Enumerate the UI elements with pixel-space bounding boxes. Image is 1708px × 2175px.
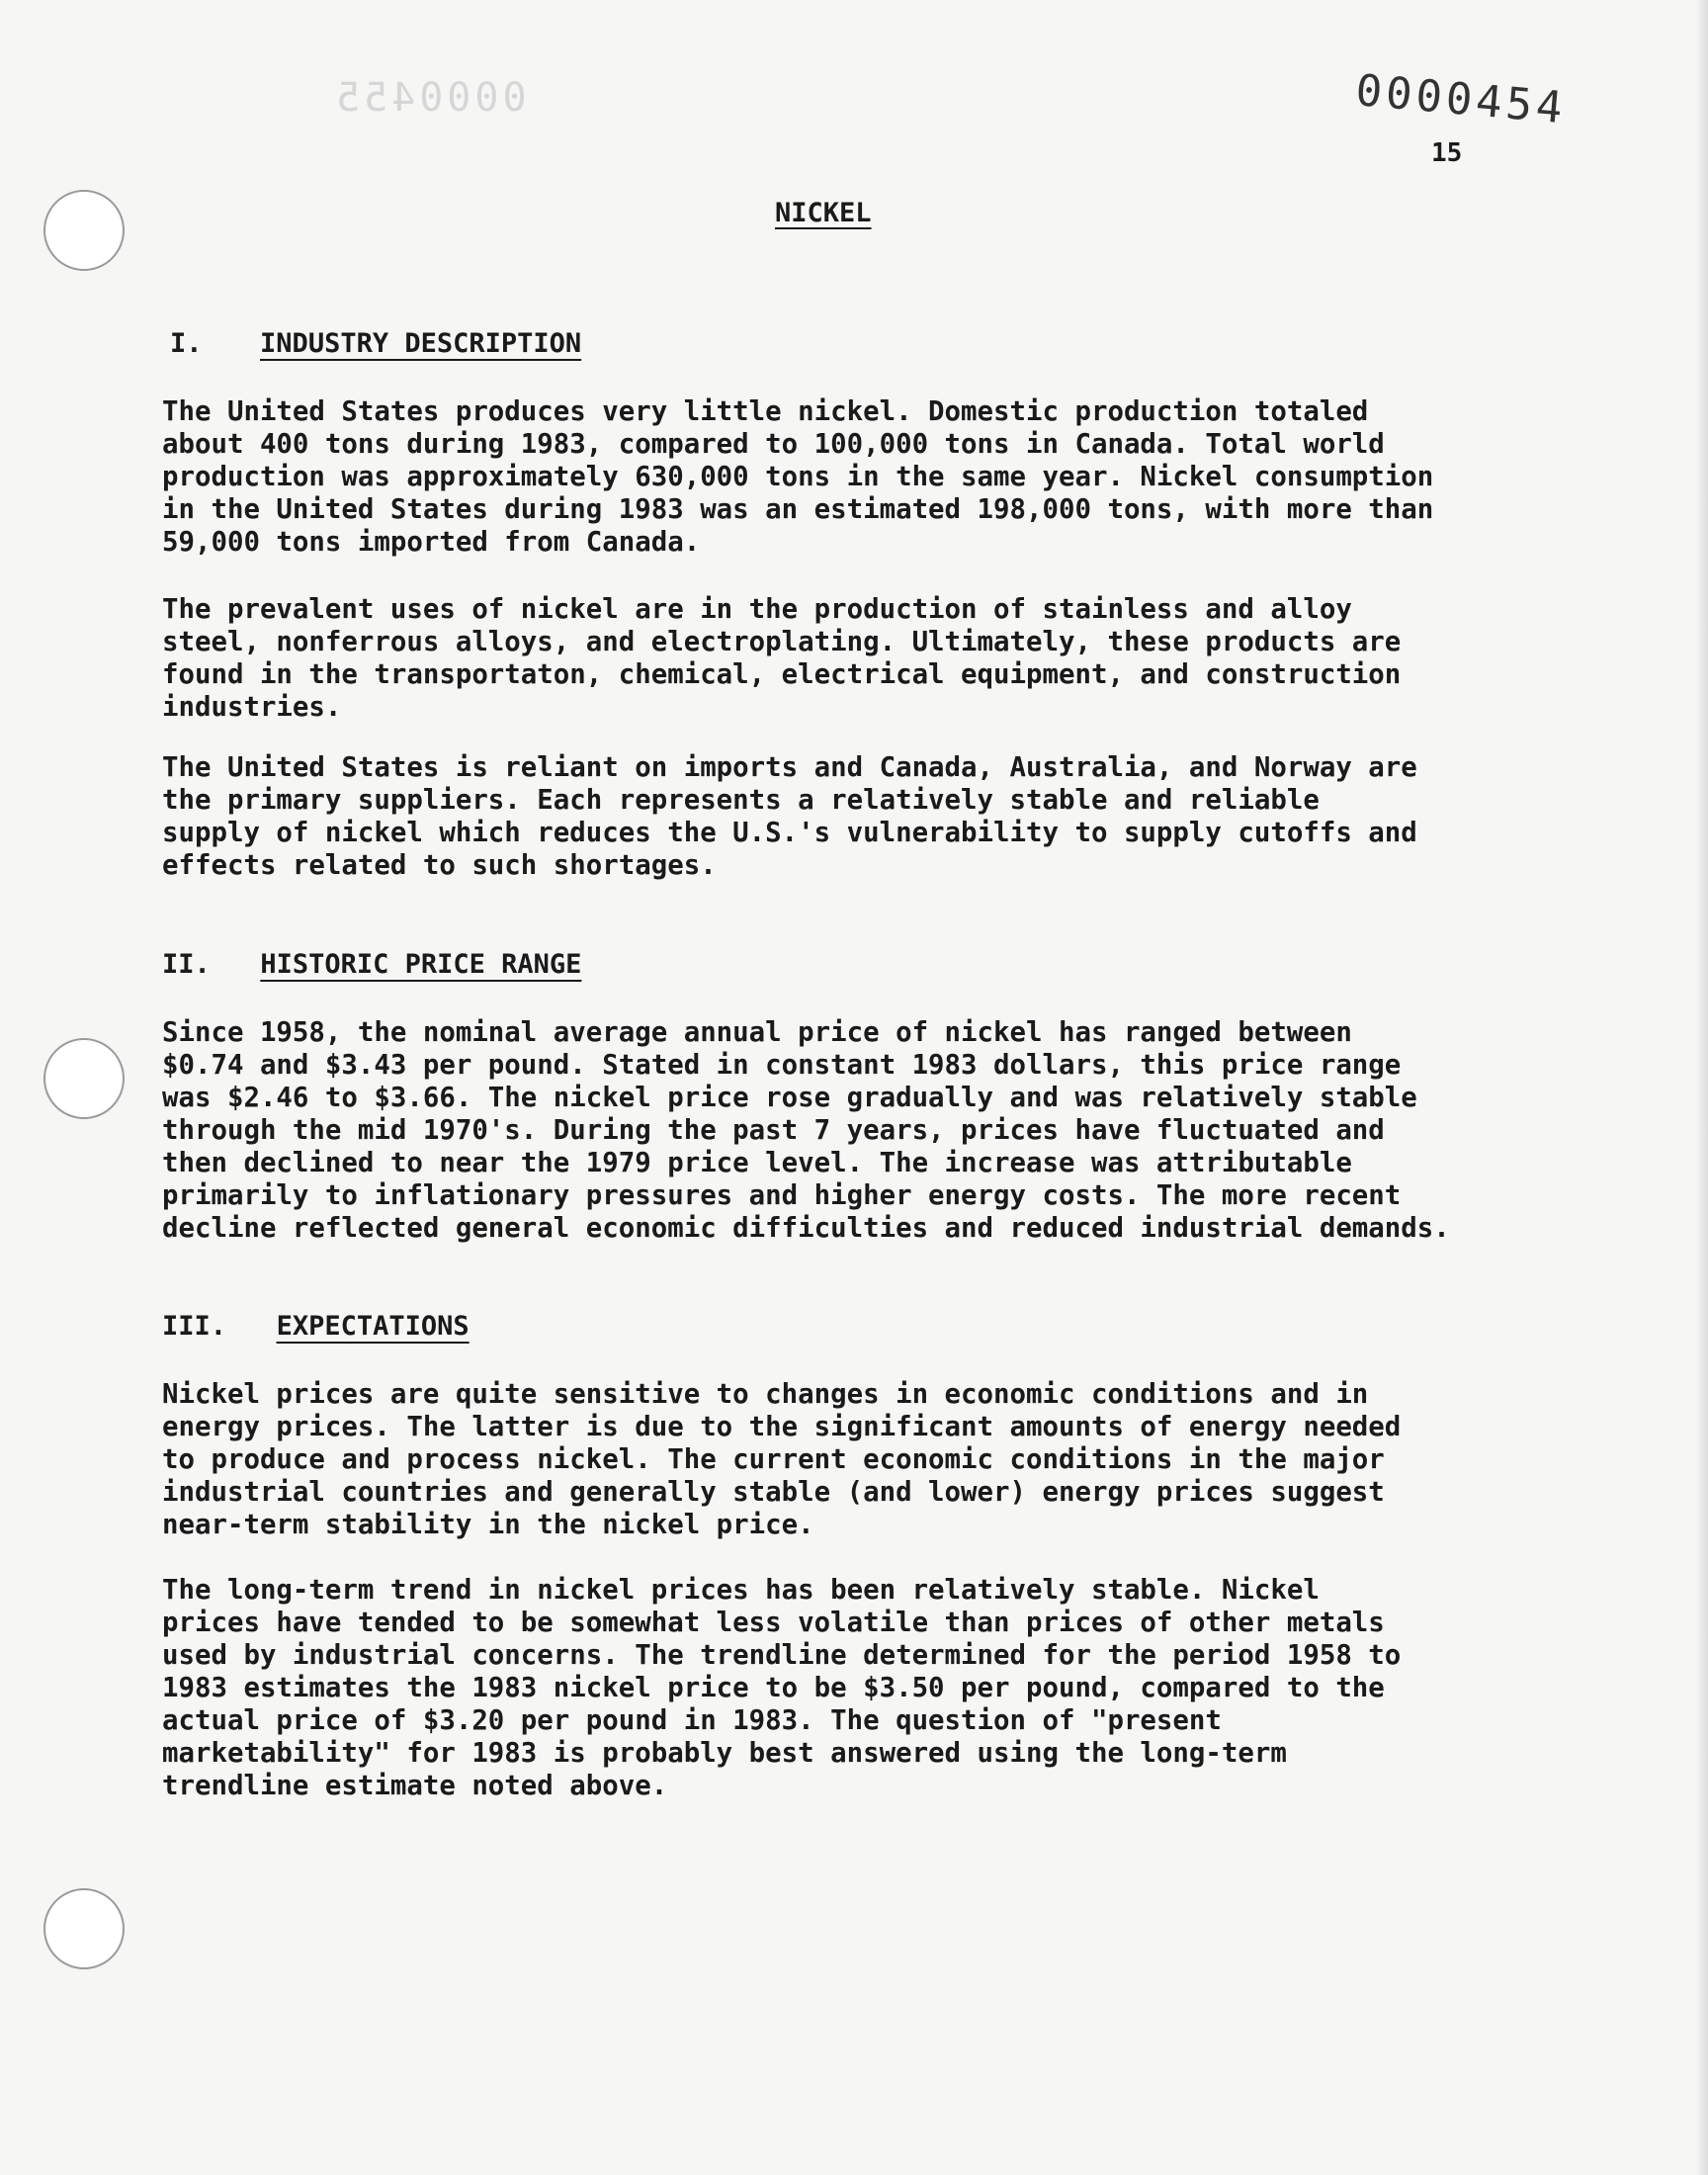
punch-hole-bottom <box>43 1888 125 1969</box>
bates-stamp-number: 0000454 <box>1353 65 1569 134</box>
section-heading-label: EXPECTATIONS <box>276 1311 470 1342</box>
section-number: I. <box>170 328 203 359</box>
paragraph: The United States is reliant on imports and Canada, Australia, and Norway are the primary suppliers. Each represents a relatively stable and reliable supply of nickel which reduces the U.S.'s vulnerability to supply cutoffs and effects related to such shortages. <box>162 752 1417 881</box>
paragraph: Since 1958, the nominal average annual price of nickel has ranged between $0.74 and $3.43 per pound. Stated in constant 1983 dollars, this price range was $2.46 to $3.66. The nickel price rose gradually and was relatively stable through the mid 1970's. During the past 7 years, prices have fluctuated and then declined to near the 1979 price level. The increase was attributable primarily to inflationary pressures and higher energy costs. The more recent decline reflected general economic difficulties and reduced industrial demands. <box>162 1017 1450 1244</box>
page-number: 15 <box>1431 138 1463 168</box>
paragraph: Nickel prices are quite sensitive to changes in economic conditions and in energy prices. The latter is due to the significant amounts of energy needed to produce and process nickel. The current economic conditions in the major industrial countries and generally stable (and lower) energy prices suggest near-term stability in the nickel price. <box>162 1379 1402 1540</box>
paragraph: The United States produces very little nickel. Domestic production totaled about 400 tons during 1983, compared to 100,000 tons in Canada. Total world production was approximately 630,000 tons in the same year. Nickel consumption in the United States during 1983 was an estimated 198,000 tons, with more than 59,000 tons imported from Canada. <box>162 396 1434 558</box>
paragraph: The long-term trend in nickel prices has been relatively stable. Nickel prices have tended to be somewhat less volatile than prices of other metals used by industrial concerns. The trendline determined for the period 1958 to 1983 estimates the 1983 nickel price to be $3.50 per pound, compared to the actual price of $3.20 per pound in 1983. The question of "present marketability" for 1983 is probably best answered using the long-term trendline estimate noted above. <box>162 1575 1402 1801</box>
punch-hole-top <box>43 190 125 271</box>
page-edge-shadow <box>1696 0 1708 2175</box>
document-title: NICKEL <box>775 198 872 228</box>
paragraph: The prevalent uses of nickel are in the production of stainless and alloy steel, nonferrous alloys, and electroplating. Ultimately, these products are found in the transportaton, chemical, electrical equipment, and construction industries. <box>162 594 1402 723</box>
section-heading-industry-description <box>170 328 581 359</box>
punch-hole-middle <box>43 1038 125 1119</box>
section-heading-expectations <box>162 1311 470 1342</box>
faint-bleedthrough-stamp: 0000455 <box>332 75 527 121</box>
section-heading-label: INDUSTRY DESCRIPTION <box>260 328 582 359</box>
section-heading-historic-price-range <box>162 949 581 980</box>
section-number: III. <box>162 1311 227 1342</box>
section-number: II. <box>162 949 211 980</box>
section-heading-label: HISTORIC PRICE RANGE <box>260 949 582 980</box>
